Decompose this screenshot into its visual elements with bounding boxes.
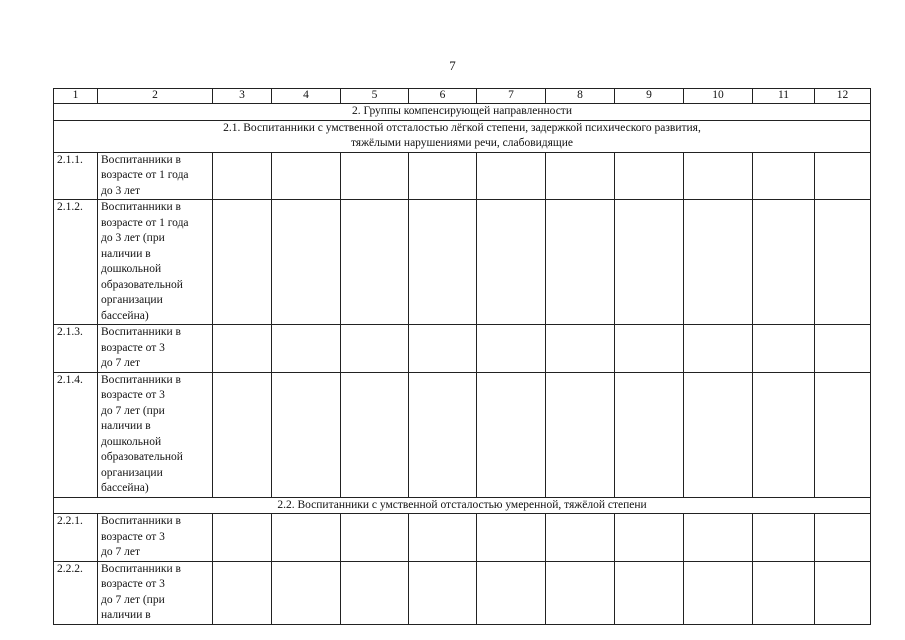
empty-cell: [477, 372, 546, 497]
empty-cell: [815, 152, 871, 200]
section-title-line: 2. Группы компенсирующей направленности: [352, 105, 572, 117]
row-label-line: организации: [101, 466, 163, 479]
empty-cell: [546, 200, 615, 325]
row-label-line: возрасте от 3: [101, 530, 165, 543]
row-label-line: бассейна): [101, 309, 149, 322]
empty-cell: [546, 325, 615, 373]
row-label-line: возрасте от 1 года: [101, 216, 189, 229]
empty-cell: [546, 152, 615, 200]
row-number: 2.1.2.: [54, 200, 98, 325]
empty-cell: [753, 325, 815, 373]
row-label-line: до 3 лет: [101, 184, 140, 197]
row-label-line: Воспитанники в: [101, 515, 181, 527]
empty-cell: [341, 372, 409, 497]
column-header: 7: [477, 89, 546, 104]
column-header: 3: [213, 89, 272, 104]
column-header: 11: [753, 89, 815, 104]
subsection-title-line: тяжёлыми нарушениями речи, слабовидящие: [350, 137, 574, 149]
row-label-line: наличии в: [101, 247, 151, 260]
subsection-title-row: [54, 497, 871, 514]
empty-cell: [341, 200, 409, 325]
empty-cell: [753, 152, 815, 200]
empty-cell: [341, 325, 409, 373]
empty-cell: [341, 152, 409, 200]
row-number: 2.1.1.: [54, 152, 98, 200]
empty-cell: [684, 325, 753, 373]
row-label-line: Воспитанники в: [101, 153, 181, 166]
row-number: 2.2.2.: [54, 561, 98, 624]
row-label-line: возрасте от 3: [101, 578, 165, 590]
section-title: [54, 104, 871, 121]
empty-cell: [615, 200, 684, 325]
row-number: 2.2.1.: [54, 514, 98, 562]
table-row: [54, 372, 871, 497]
column-header: 4: [272, 89, 341, 104]
row-label: [98, 152, 213, 200]
section-title-row: [54, 104, 871, 121]
empty-cell: [684, 152, 753, 200]
empty-cell: [409, 152, 477, 200]
row-label-line: наличии в: [101, 420, 151, 432]
table-row: [54, 325, 871, 373]
column-header: 9: [615, 89, 684, 104]
column-header: 12: [815, 89, 871, 104]
empty-cell: [477, 325, 546, 373]
empty-cell: [753, 561, 815, 624]
empty-cell: [213, 152, 272, 200]
empty-cell: [272, 561, 341, 624]
empty-cell: [546, 372, 615, 497]
column-header: 5: [341, 89, 409, 104]
empty-cell: [753, 200, 815, 325]
row-label-line: организации: [101, 294, 163, 306]
empty-cell: [684, 561, 753, 624]
empty-cell: [615, 372, 684, 497]
empty-cell: [272, 200, 341, 325]
table-row: [54, 514, 871, 562]
subsection-title-row: [54, 120, 871, 152]
document-table: [53, 88, 871, 625]
row-label-line: до 7 лет (при: [101, 404, 165, 417]
row-label-line: Воспитанники в: [101, 373, 181, 386]
row-label: [98, 514, 213, 562]
empty-cell: [753, 372, 815, 497]
row-label-line: образовательной: [101, 278, 183, 291]
column-header: 8: [546, 89, 615, 104]
empty-cell: [477, 152, 546, 200]
empty-cell: [409, 561, 477, 624]
row-label-line: до 3 лет (при: [101, 232, 165, 244]
row-label: [98, 325, 213, 373]
table-body: [54, 89, 871, 625]
row-label-line: до 7 лет (при: [101, 593, 165, 606]
row-label-line: до 7 лет: [101, 546, 140, 558]
empty-cell: [341, 561, 409, 624]
empty-cell: [684, 514, 753, 562]
empty-cell: [615, 152, 684, 200]
empty-cell: [409, 372, 477, 497]
column-header: 2: [98, 89, 213, 104]
row-label-line: бассейна): [101, 482, 149, 494]
empty-cell: [213, 325, 272, 373]
column-header: 6: [409, 89, 477, 104]
row-label-line: дошкольной: [101, 263, 162, 275]
subsection-title: [54, 497, 871, 514]
subsection-title-line: 2.1. Воспитанники с умственной отсталостью лёгкой степени, задержкой психического развития,: [223, 121, 701, 134]
empty-cell: [546, 514, 615, 562]
empty-cell: [272, 372, 341, 497]
empty-cell: [477, 200, 546, 325]
empty-cell: [213, 561, 272, 624]
empty-cell: [409, 200, 477, 325]
column-header: 10: [684, 89, 753, 104]
subsection-title-line: 2.2. Воспитанники с умственной отсталостью умеренной, тяжёлой степени: [277, 498, 647, 511]
empty-cell: [213, 514, 272, 562]
empty-cell: [615, 325, 684, 373]
empty-cell: [546, 561, 615, 624]
empty-cell: [477, 514, 546, 562]
empty-cell: [272, 325, 341, 373]
empty-cell: [213, 372, 272, 497]
row-label-line: возрасте от 3: [101, 341, 165, 354]
row-label-line: Воспитанники в: [101, 201, 181, 213]
row-label-line: наличии в: [101, 609, 151, 621]
empty-cell: [684, 200, 753, 325]
table-row: [54, 200, 871, 325]
row-number: 2.1.3.: [54, 325, 98, 373]
empty-cell: [409, 514, 477, 562]
table-row: [54, 152, 871, 200]
row-label-line: возрасте от 3: [101, 389, 165, 401]
table-row: [54, 561, 871, 624]
empty-cell: [272, 514, 341, 562]
row-label: [98, 561, 213, 624]
empty-cell: [477, 561, 546, 624]
column-header-row: [54, 89, 871, 104]
empty-cell: [684, 372, 753, 497]
empty-cell: [341, 514, 409, 562]
empty-cell: [815, 372, 871, 497]
empty-cell: [409, 325, 477, 373]
empty-cell: [815, 325, 871, 373]
empty-cell: [815, 200, 871, 325]
row-label-line: дошкольной: [101, 435, 162, 448]
subsection-title: [54, 120, 871, 152]
empty-cell: [815, 561, 871, 624]
row-label: [98, 200, 213, 325]
column-header: 1: [54, 89, 98, 104]
empty-cell: [272, 152, 341, 200]
row-label-line: возрасте от 1 года: [101, 169, 189, 181]
row-label-line: до 7 лет: [101, 357, 140, 369]
row-label: [98, 372, 213, 497]
empty-cell: [753, 514, 815, 562]
empty-cell: [815, 514, 871, 562]
empty-cell: [615, 514, 684, 562]
empty-cell: [615, 561, 684, 624]
row-number: 2.1.4.: [54, 372, 98, 497]
empty-cell: [213, 200, 272, 325]
row-label-line: образовательной: [101, 451, 183, 463]
row-label-line: Воспитанники в: [101, 562, 181, 575]
page-number: 7: [449, 58, 456, 73]
row-label-line: Воспитанники в: [101, 326, 181, 338]
